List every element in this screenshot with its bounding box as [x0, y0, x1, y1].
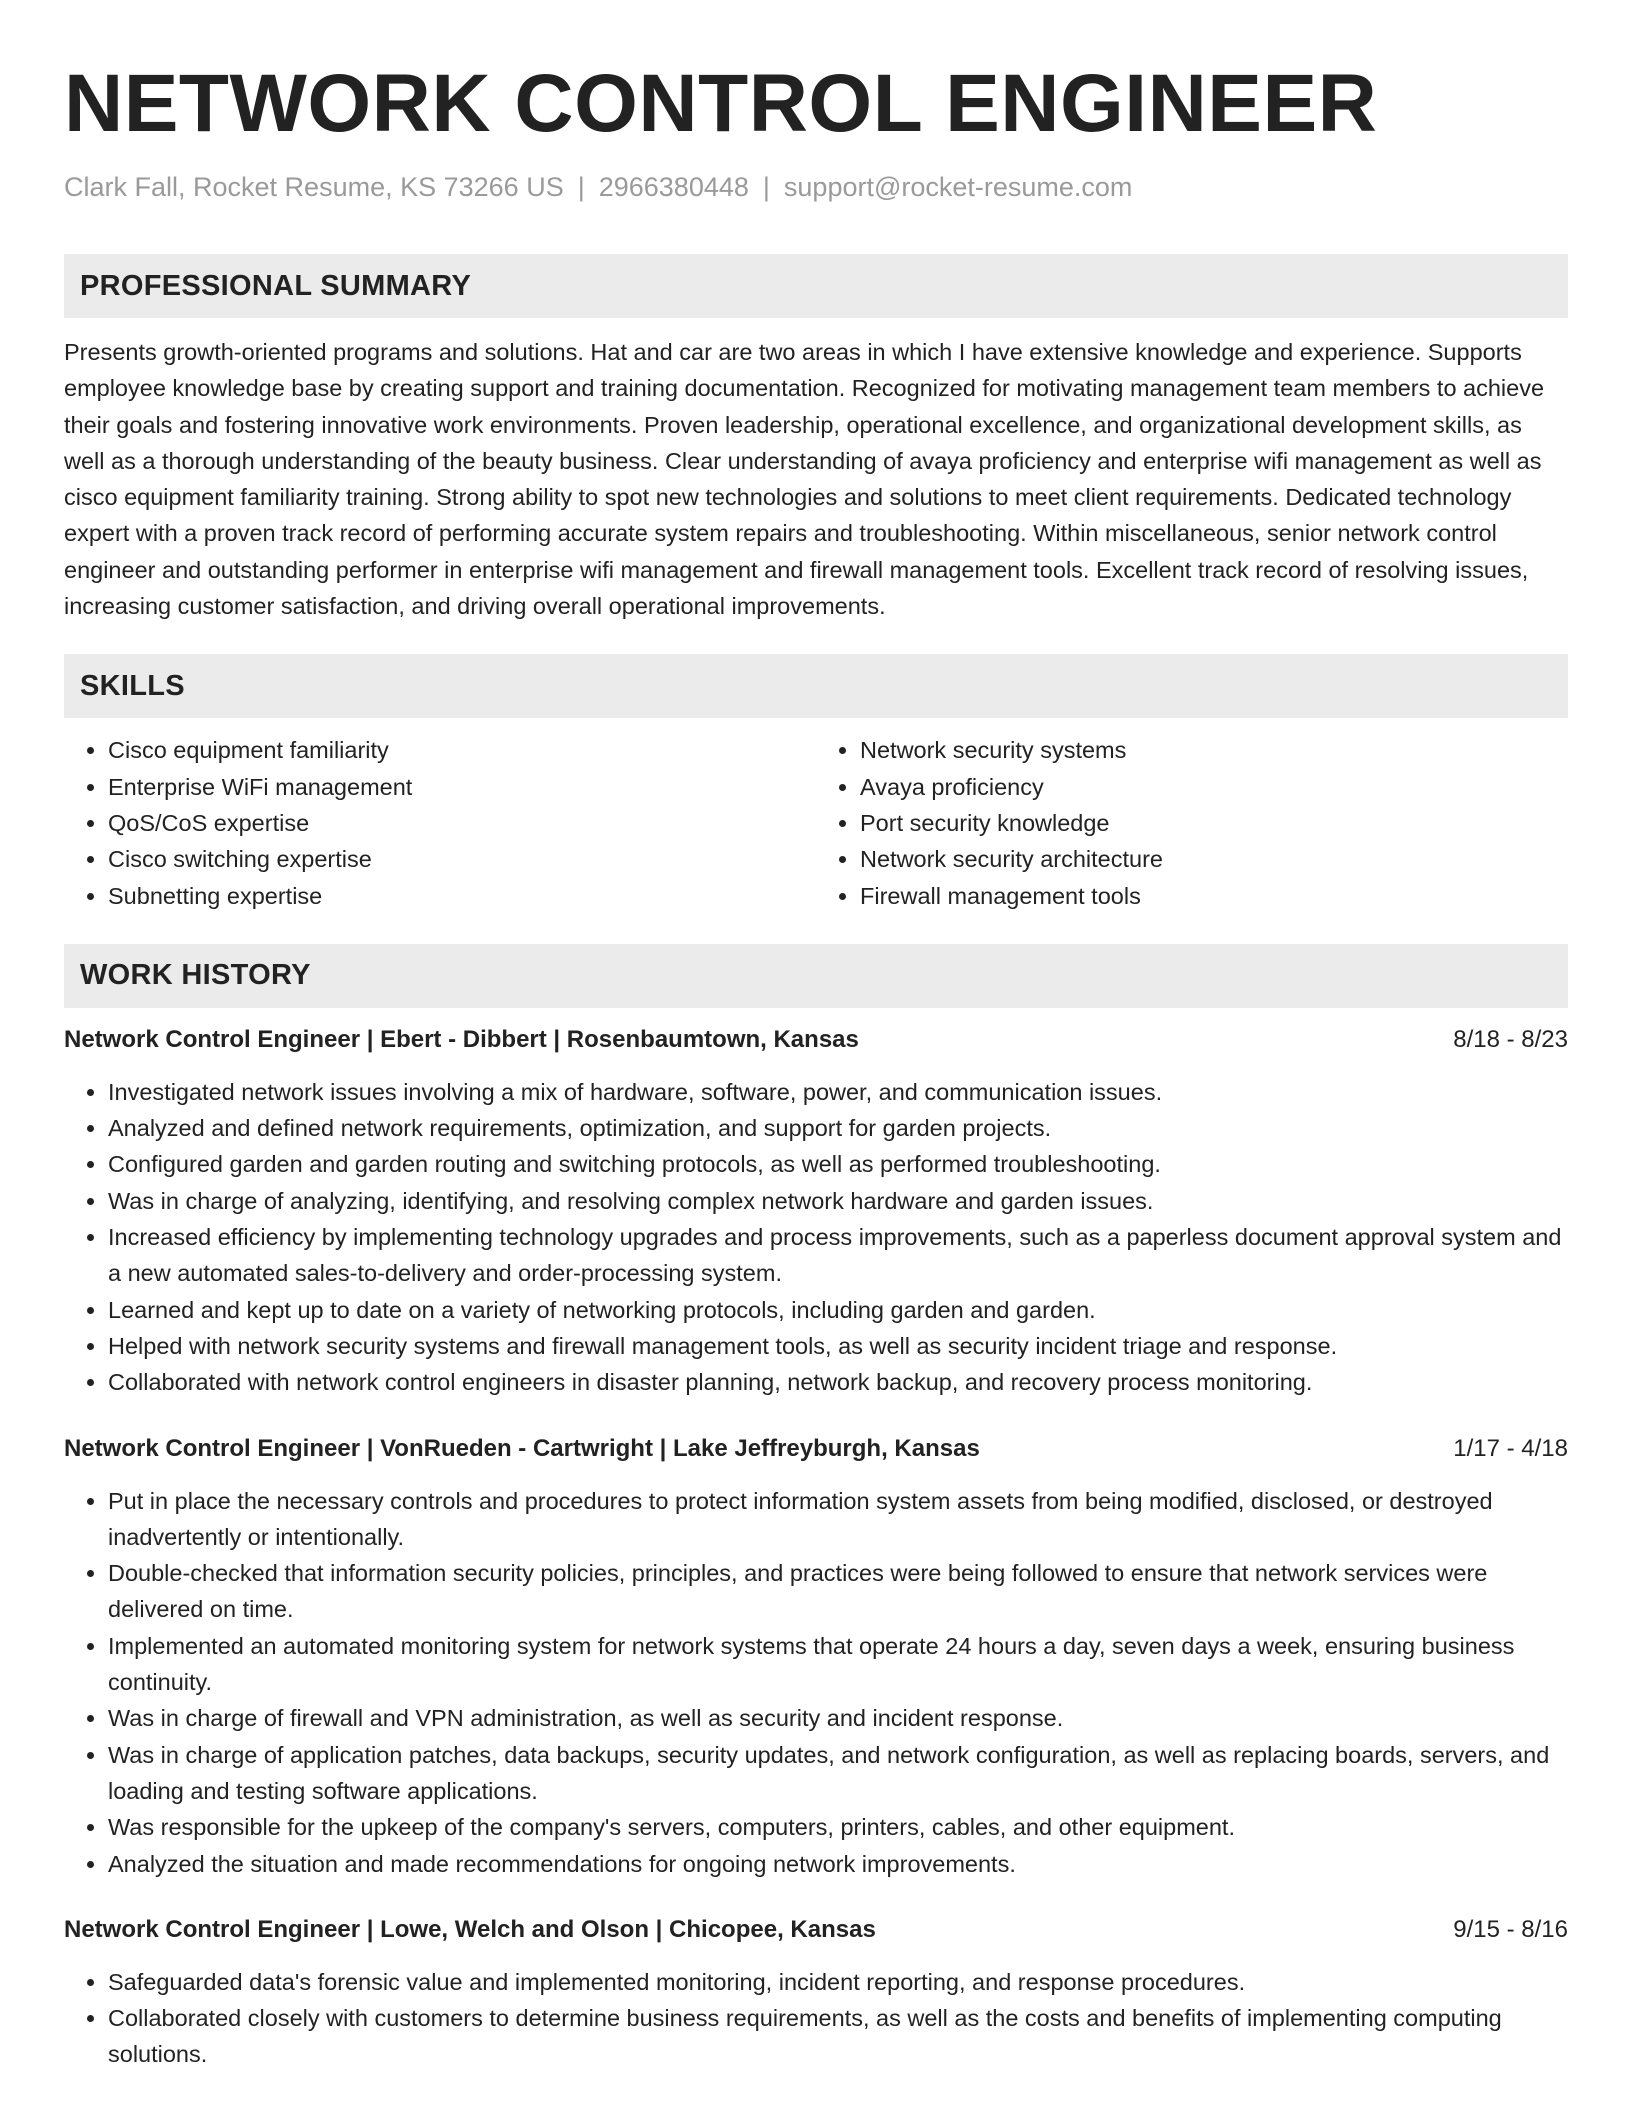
contact-separator: |	[762, 172, 770, 202]
job-bullet: • Double-checked that information security policies, principles, and practices were being followed to ensure that network services were delivered on time.	[108, 1555, 1568, 1628]
skill-item: • Network security architecture	[860, 841, 1568, 877]
job-bullets	[64, 1964, 1568, 2073]
contact-line	[64, 170, 1568, 204]
skills-column-right	[816, 732, 1568, 913]
skill-item: • Subnetting expertise	[108, 878, 816, 914]
job-bullet: • Learned and kept up to date on a variety of networking protocols, including garden and garden.	[108, 1292, 1568, 1328]
skill-item: • Cisco switching expertise	[108, 841, 816, 877]
skill-item: • Cisco equipment familiarity	[108, 732, 816, 768]
skill-item: • Firewall management tools	[860, 878, 1568, 914]
job-title: Network Control Engineer | Lowe, Welch and Olson | Chicopee, Kansas	[64, 1915, 876, 1943]
contact-address: Clark Fall, Rocket Resume, KS 73266 US	[64, 172, 564, 202]
job-dates: 9/15 - 8/16	[1453, 1915, 1568, 1943]
job-bullet: • Increased efficiency by implementing technology upgrades and process improvements, such as a paperless document approval system and a new automated sales-to-delivery and order-processing system.	[108, 1219, 1568, 1292]
job-bullet: • Analyzed and defined network requirements, optimization, and support for garden projects.	[108, 1110, 1568, 1146]
job-heading	[64, 1022, 1568, 1058]
section-header-skills: SKILLS	[64, 654, 1568, 718]
job-bullets	[64, 1483, 1568, 1882]
job-entry	[64, 1022, 1568, 1401]
resume-name-title: NETWORK CONTROL ENGINEER	[64, 58, 1378, 149]
skills-column-left	[64, 732, 816, 913]
skills-list	[64, 732, 1568, 913]
job-entry	[64, 1431, 1568, 1882]
job-bullet: • Was in charge of analyzing, identifying, and resolving complex network hardware and garden issues.	[108, 1183, 1568, 1219]
job-heading	[64, 1431, 1568, 1467]
job-bullet: • Analyzed the situation and made recommendations for ongoing network improvements.	[108, 1846, 1568, 1882]
job-dates: 8/18 - 8/23	[1453, 1025, 1568, 1053]
job-bullet: • Collaborated closely with customers to determine business requirements, as well as the costs and benefits of implementing computing solutions.	[108, 2000, 1568, 2073]
job-entry	[64, 1912, 1568, 2073]
summary-text: Presents growth-oriented programs and solutions. Hat and car are two areas in which I have extensive knowledge and experience. Supports employee knowledge base by creating support and training documentation. Recognized for motivating management team members to achieve their goals and fostering innovative work environments. Proven leadership, operational excellence, and organizational development skills, as well as a thorough understanding of the beauty business. Clear understanding of avaya proficiency and enterprise wifi management as well as cisco equipment familiarity training. Strong ability to spot new technologies and solutions to meet client requirements. Dedicated technology expert with a proven track record of performing accurate system repairs and troubleshooting. Within miscellaneous, senior network control engineer and outstanding performer in enterprise wifi management and firewall management tools. Excellent track record of resolving issues, increasing customer satisfaction, and driving overall operational improvements.	[64, 339, 1545, 620]
job-dates: 1/17 - 4/18	[1453, 1434, 1568, 1462]
job-bullet: • Put in place the necessary controls and procedures to protect information system assets from being modified, disclosed, or destroyed inadvertently or intentionally.	[108, 1483, 1568, 1556]
job-bullet: • Was responsible for the upkeep of the company's servers, computers, printers, cables, and other equipment.	[108, 1809, 1568, 1845]
job-bullets	[64, 1074, 1568, 1401]
skill-item: • Avaya proficiency	[860, 769, 1568, 805]
contact-separator: |	[577, 172, 585, 202]
skill-item: • QoS/CoS expertise	[108, 805, 816, 841]
skill-item: • Network security systems	[860, 732, 1568, 768]
job-title: Network Control Engineer | Ebert - Dibbert | Rosenbaumtown, Kansas	[64, 1025, 859, 1053]
job-title: Network Control Engineer | VonRueden - Cartwright | Lake Jeffreyburgh, Kansas	[64, 1434, 980, 1462]
job-heading	[64, 1912, 1568, 1948]
contact-phone: 2966380448	[598, 172, 749, 202]
section-header-summary: PROFESSIONAL SUMMARY	[64, 254, 1568, 318]
job-bullet: • Configured garden and garden routing and switching protocols, as well as performed troubleshooting.	[108, 1146, 1568, 1182]
job-bullet: • Was in charge of application patches, data backups, security updates, and network configuration, as well as replacing boards, servers, and loading and testing software applications.	[108, 1737, 1568, 1810]
job-bullet: • Safeguarded data's forensic value and implemented monitoring, incident reporting, and response procedures.	[108, 1964, 1568, 2000]
skill-item: • Enterprise WiFi management	[108, 769, 816, 805]
section-header-work-history: WORK HISTORY	[64, 944, 1568, 1008]
job-bullet: • Investigated network issues involving a mix of hardware, software, power, and communication issues.	[108, 1074, 1568, 1110]
job-bullet: • Was in charge of firewall and VPN administration, as well as security and incident response.	[108, 1700, 1568, 1736]
contact-email: support@rocket-resume.com	[783, 172, 1133, 202]
job-bullet: • Helped with network security systems and firewall management tools, as well as security incident triage and response.	[108, 1328, 1568, 1364]
skill-item: • Port security knowledge	[860, 805, 1568, 841]
job-bullet: • Collaborated with network control engineers in disaster planning, network backup, and recovery process monitoring.	[108, 1364, 1568, 1400]
job-bullet: • Implemented an automated monitoring system for network systems that operate 24 hours a day, seven days a week, ensuring business continuity.	[108, 1628, 1568, 1701]
